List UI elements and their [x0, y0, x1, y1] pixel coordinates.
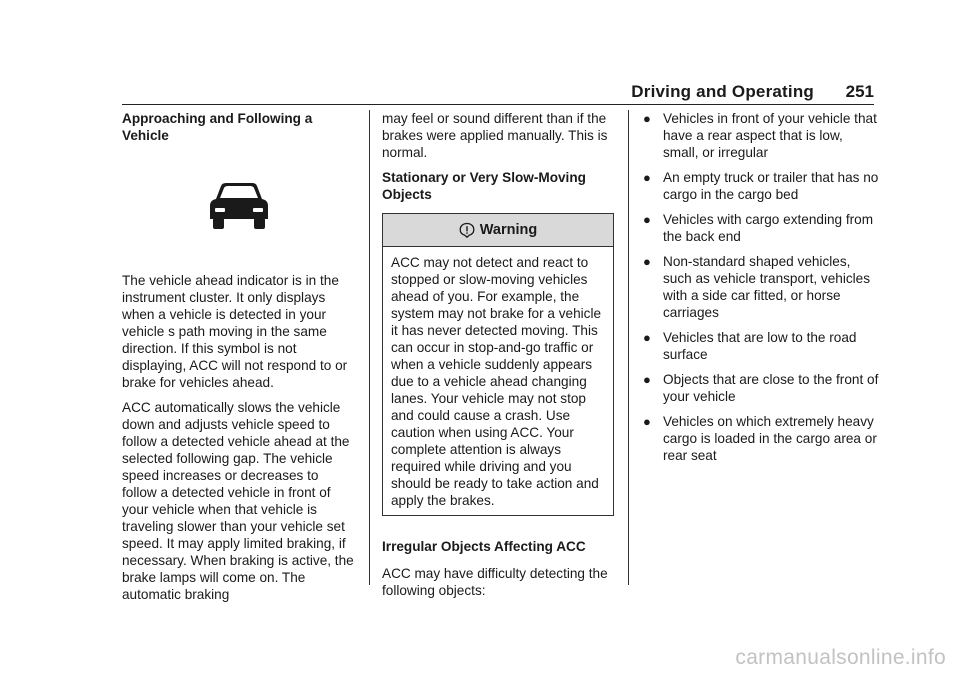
list-item-text: Vehicles in front of your vehicle that have a rear aspect that is low, small, or irregular: [663, 111, 877, 160]
list-item-text: Vehicles that are low to the road surface: [663, 330, 857, 362]
list-item: [643, 211, 879, 245]
section-heading-stationary: Stationary or Very Slow-Moving Objects: [382, 170, 586, 202]
paragraph: The vehicle ahead indicator is in the instrument cluster. It only displays when a vehicle is detected in your vehicle s path moving in the same direction. If this symbol is not displaying, ACC will not respond to or brake for vehicles ahead.: [122, 273, 348, 390]
warning-box: [382, 213, 614, 516]
bullet-icon: ●: [643, 111, 651, 126]
list-item: [643, 169, 879, 203]
list-item-text: Vehicles on which extremely heavy cargo is loaded in the cargo area or rear seat: [663, 414, 877, 463]
list-item-text: Non-standard shaped vehicles, such as vehicle transport, vehicles with a side car fitted, or horse carriages: [663, 254, 871, 320]
list-item: [643, 253, 879, 321]
bullet-icon: ●: [643, 212, 651, 227]
column-1: [122, 110, 356, 611]
bullet-icon: ●: [643, 372, 651, 387]
paragraph: may feel or sound different than if the brakes were applied manually. This is normal.: [382, 111, 608, 160]
list-item: [643, 371, 879, 405]
section-heading-approaching: Approaching and Following a Vehicle: [122, 111, 313, 143]
warning-icon: [459, 222, 475, 238]
list-item: [643, 110, 879, 161]
column-divider-1: [369, 110, 370, 585]
warning-title: Warning: [479, 221, 538, 238]
page-number: 251: [845, 82, 874, 101]
paragraph: ACC may have difficulty detecting the following objects:: [382, 566, 608, 598]
page-header: [122, 82, 874, 105]
bullet-icon: ●: [643, 330, 651, 345]
column-2: [382, 110, 614, 607]
warning-body: ACC may not detect and react to stopped or slow-moving vehicles ahead of you. For example, the system may not brake for a vehicle it has never detected moving. This can occur in stop-and-go traffic or when a vehicle suddenly appears due to a vehicle ahead changing lanes. Your vehicle may not stop and could cause a crash. Use caution when using ACC. Your complete attention is always required while driving and you should be ready to take action and apply the brakes.: [391, 255, 602, 508]
section-title: Driving and Operating: [631, 82, 814, 101]
column-3: [643, 110, 879, 472]
warning-header: [383, 214, 613, 247]
watermark: carmanualsonline.info: [735, 646, 946, 669]
section-heading-irregular: Irregular Objects Affecting ACC: [382, 539, 586, 554]
bullet-icon: ●: [643, 414, 651, 429]
bullet-icon: ●: [643, 254, 651, 269]
vehicle-ahead-icon: [122, 156, 356, 256]
bullet-list: [643, 110, 879, 464]
list-item-text: Objects that are close to the front of your vehicle: [663, 372, 879, 404]
list-item-text: An empty truck or trailer that has no cargo in the cargo bed: [663, 170, 879, 202]
paragraph: ACC automatically slows the vehicle down and adjusts vehicle speed to follow a detected vehicle ahead at the selected following gap. The vehicle speed increases or decreases to follow a detected vehicle in front of your vehicle when that vehicle is traveling slower than your vehicle set speed. It may apply limited braking, if necessary. When braking is active, the brake lamps will come on. The automatic braking: [122, 400, 354, 602]
bullet-icon: ●: [643, 170, 651, 185]
list-item-text: Vehicles with cargo extending from the back end: [663, 212, 874, 244]
column-divider-2: [628, 110, 629, 585]
list-item: [643, 413, 879, 464]
list-item: [643, 329, 879, 363]
